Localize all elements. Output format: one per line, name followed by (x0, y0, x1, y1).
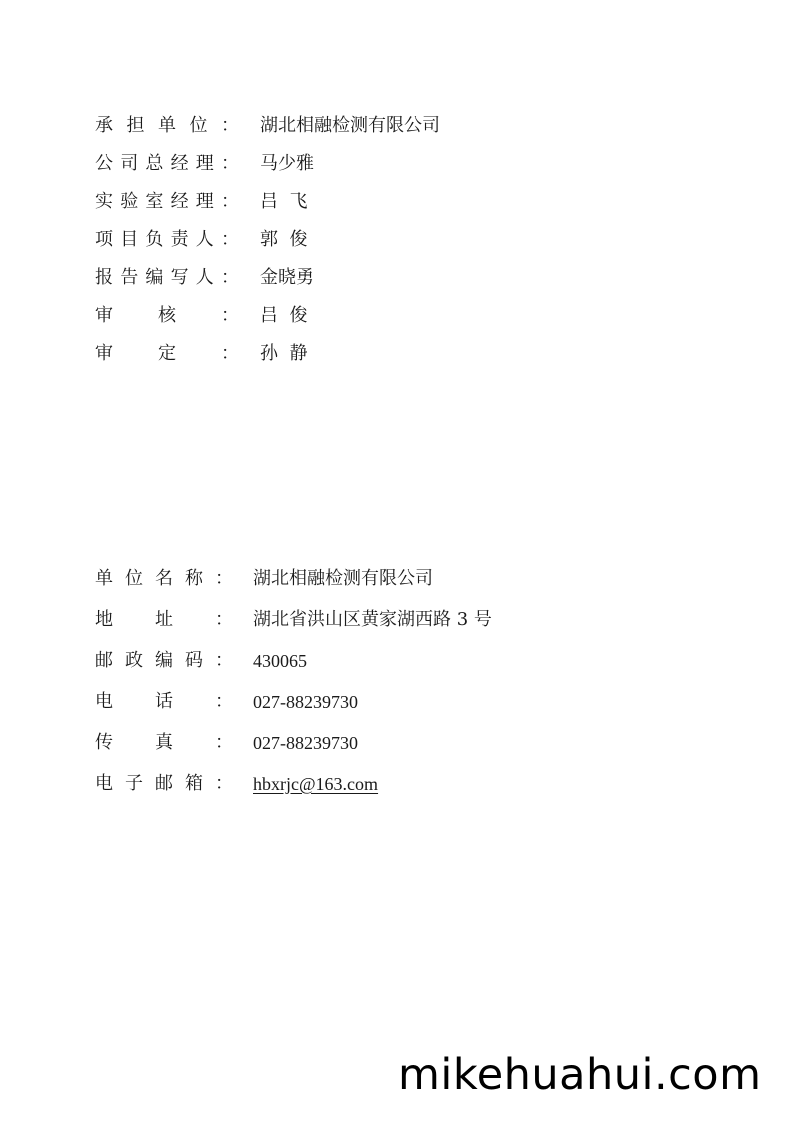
unit-row (95, 107, 440, 145)
phone-label: 电 话 ： (95, 690, 233, 712)
gm-row (95, 145, 440, 183)
address-value: 湖北省洪山区黄家湖西路 3 号 (253, 608, 492, 630)
personnel-section (95, 107, 440, 373)
approver-label: 审 定 ： (95, 343, 239, 364)
author-value: 金晓勇 (260, 267, 314, 288)
email-label: 电 子 邮 箱 ： (95, 772, 233, 794)
postcode-value: 430065 (253, 650, 307, 671)
project-lead-value: 郭 俊 (260, 229, 308, 250)
author-label: 报 告 编 写 人 ： (95, 267, 239, 288)
company-name-label: 单 位 名 称 ： (95, 567, 233, 589)
phone-row (95, 681, 492, 722)
lab-manager-value: 吕 飞 (260, 191, 308, 212)
email-row (95, 763, 492, 804)
project-lead-row (95, 221, 440, 259)
postcode-label: 邮 政 编 码 ： (95, 649, 233, 671)
unit-label: 承 担 单 位 ： (95, 115, 239, 136)
company-name-row (95, 558, 492, 599)
contact-section (95, 558, 492, 804)
address-label: 地 址 ： (95, 608, 233, 630)
author-row (95, 259, 440, 297)
reviewer-value: 吕 俊 (260, 305, 308, 326)
fax-label: 传 真 ： (95, 731, 233, 753)
reviewer-label: 审 核 ： (95, 305, 239, 326)
email-link[interactable]: hbxrjc@163.com (253, 773, 379, 794)
lab-manager-row (95, 183, 440, 221)
approver-value: 孙 静 (260, 343, 308, 364)
project-lead-label: 项 目 负 责 人 ： (95, 229, 239, 250)
lab-manager-label: 实 验 室 经 理 ： (95, 191, 239, 212)
unit-value: 湖北相融检测有限公司 (260, 115, 440, 136)
gm-label: 公 司 总 经 理 ： (95, 153, 239, 174)
fax-row (95, 722, 492, 763)
postcode-row (95, 640, 492, 681)
reviewer-row (95, 297, 440, 335)
watermark-text: mikehuahui.com (398, 1050, 762, 1100)
phone-value: 027-88239730 (253, 691, 358, 712)
approver-row (95, 335, 440, 373)
company-name-value: 湖北相融检测有限公司 (253, 567, 433, 589)
gm-value: 马少雅 (260, 153, 314, 174)
fax-value: 027-88239730 (253, 732, 358, 753)
address-row (95, 599, 492, 640)
